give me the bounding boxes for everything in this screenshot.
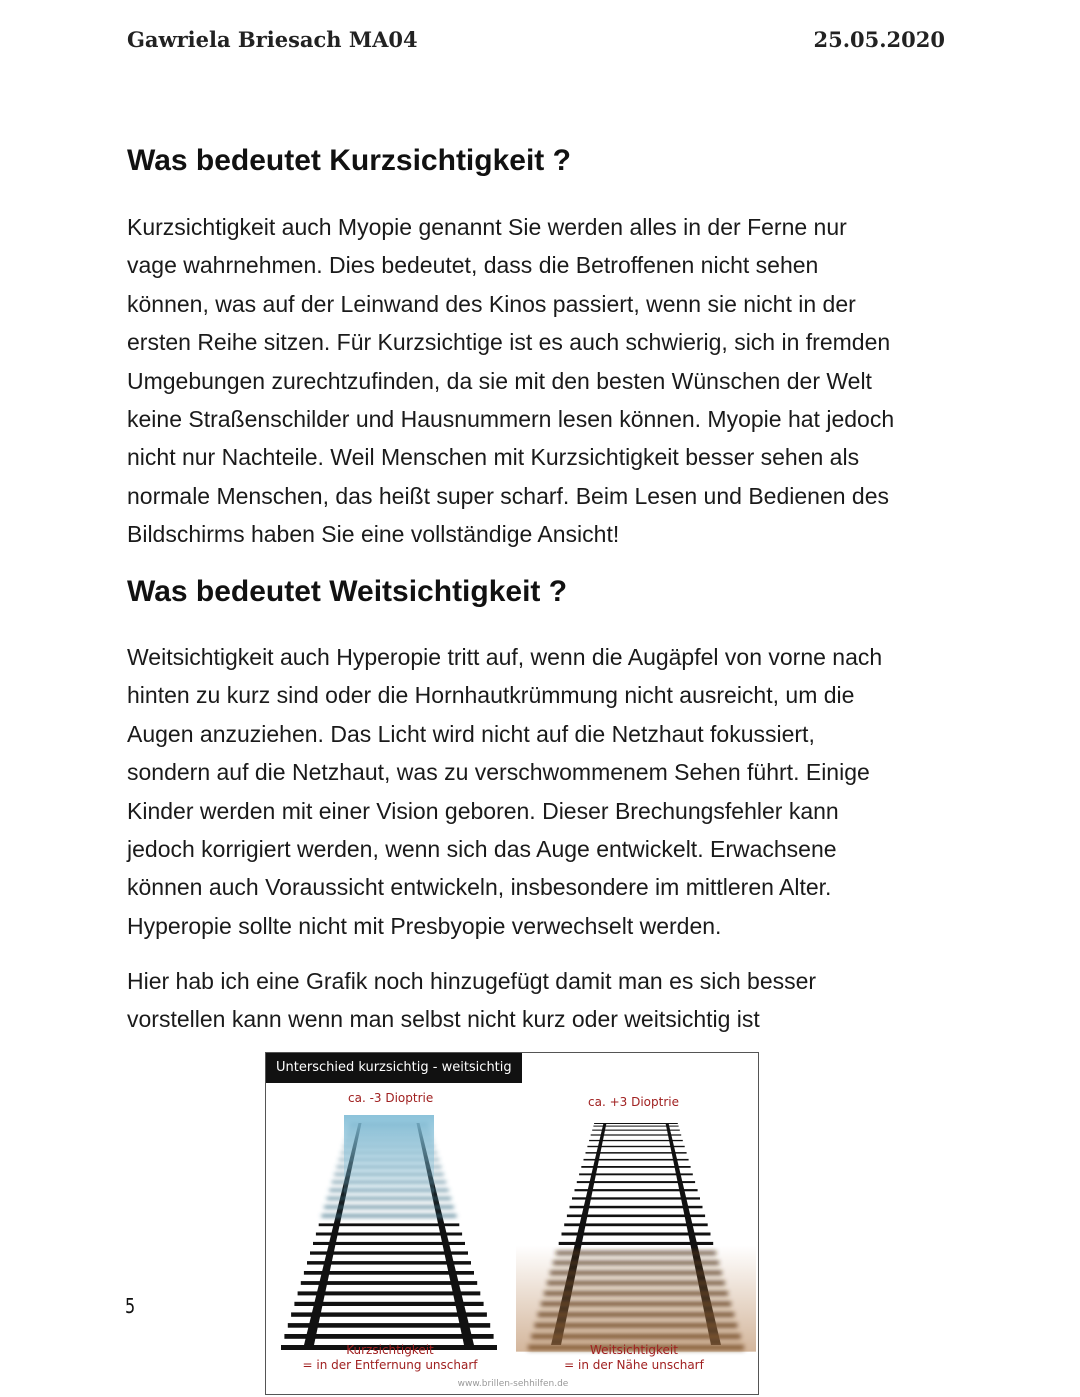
text-line: nicht nur Nachteile. Weil Menschen mit Kurzsichtigkeit besser sehen als bbox=[127, 444, 860, 471]
left-track bbox=[281, 1115, 497, 1350]
rail-tie bbox=[592, 1130, 680, 1131]
date-header: 25.05.2020 bbox=[813, 27, 945, 52]
text-line: keine Straßenschilder und Hausnummern lesen können. Myopie hat jedoch bbox=[127, 406, 895, 433]
rail-tie bbox=[584, 1159, 689, 1161]
text-line: normale Menschen, das heißt super scharf. Beim Lesen und Bedienen des bbox=[127, 482, 889, 509]
text-line: hinten zu kurz sind oder die Hornhautkrümmung nicht ausreicht, um die bbox=[127, 682, 855, 709]
text-line: Kurzsichtigkeit auch Myopie genannt Sie werden alles in der Ferne nur bbox=[127, 214, 847, 240]
text-line: können auch Voraussicht entwickeln, insbesondere im mittleren Alter. bbox=[127, 874, 832, 901]
right-track bbox=[516, 1123, 756, 1352]
text-line: Hier hab ich eine Grafik noch hinzugefügt damit man es sich besser bbox=[127, 968, 817, 994]
author-header: Gawriela Briesach MA04 bbox=[127, 27, 418, 52]
blur-haze bbox=[516, 1245, 756, 1352]
text-line: ersten Reihe sitzen. Für Kurzsichtige ist es auch schwierig, sich in fremden bbox=[127, 329, 891, 356]
rail-tie bbox=[579, 1173, 693, 1175]
rail-tie bbox=[577, 1181, 695, 1183]
heading-kurzsichtigkeit: Was bedeutet Kurzsichtigkeit ? bbox=[127, 144, 571, 177]
text-line: Augen anzuziehen. Das Licht wird nicht auf die Netzhaut fokussiert, bbox=[127, 720, 815, 747]
rail-tie bbox=[587, 1146, 684, 1147]
rail-tie bbox=[593, 1126, 678, 1127]
rail-tie bbox=[594, 1123, 678, 1124]
text-line: sondern auf die Netzhaut, was zu verschwommenem Sehen führt. Einige bbox=[127, 759, 870, 786]
rail-tie bbox=[586, 1152, 687, 1154]
text-line: Kinder werden mit einer Vision geboren. Dieser Brechungsfehler kann bbox=[127, 797, 839, 824]
figure-title: Unterschied kurzsichtig - weitsichtig bbox=[266, 1053, 522, 1083]
text-line: können, was auf der Leinwand des Kinos passiert, wenn sie nicht in der bbox=[127, 290, 856, 317]
figure-credit: www.brillen-sehhilfen.de bbox=[457, 1379, 569, 1389]
page-number: 5 bbox=[125, 1294, 136, 1318]
caption-kurzsichtigkeit: Kurzsichtigkeit bbox=[346, 1343, 434, 1357]
paragraph-weitsichtigkeit bbox=[127, 638, 987, 945]
diopter-label-left: ca. -3 Dioptrie bbox=[348, 1091, 434, 1105]
caption-kurzsichtigkeit-sub: = in der Entfernung unscharf bbox=[302, 1358, 478, 1372]
caption-weitsichtigkeit-sub: = in der Nähe unscharf bbox=[564, 1358, 704, 1372]
text-line: jedoch korrigiert werden, wenn sich das Auge entwickelt. Erwachsene bbox=[127, 836, 837, 863]
diopter-label-right: ca. +3 Dioptrie bbox=[588, 1095, 679, 1109]
rail-tie bbox=[591, 1134, 682, 1135]
text-line: Weitsichtigkeit auch Hyperopie tritt auf, wenn die Augäpfel von vorne nach bbox=[127, 644, 883, 670]
text-line: Bildschirms haben Sie eine vollständige Ansicht! bbox=[127, 521, 620, 548]
rail-tie bbox=[324, 1206, 454, 1209]
paragraph-kurzsichtigkeit bbox=[127, 208, 987, 554]
paragraph-intro bbox=[127, 962, 987, 1039]
text-line: Umgebungen zurechtzufinden, da sie mit den besten Wünschen der Welt bbox=[127, 367, 872, 394]
blur-haze bbox=[344, 1115, 434, 1204]
caption-weitsichtigkeit: Weitsichtigkeit bbox=[590, 1343, 678, 1357]
rail-tie bbox=[589, 1140, 683, 1141]
heading-weitsichtigkeit: Was bedeutet Weitsichtigkeit ? bbox=[127, 575, 568, 608]
text-line: vorstellen kann wenn man selbst nicht kurz oder weitsichtig ist bbox=[127, 1006, 760, 1033]
rail-tie bbox=[322, 1215, 457, 1218]
comparison-figure bbox=[265, 1052, 759, 1395]
rail-tie bbox=[581, 1166, 690, 1168]
text-line: Hyperopie sollte nicht mit Presbyopie verwechselt werden. bbox=[127, 912, 722, 939]
text-line: vage wahrnehmen. Dies bedeutet, dass die Betroffenen nicht sehen bbox=[127, 252, 819, 279]
